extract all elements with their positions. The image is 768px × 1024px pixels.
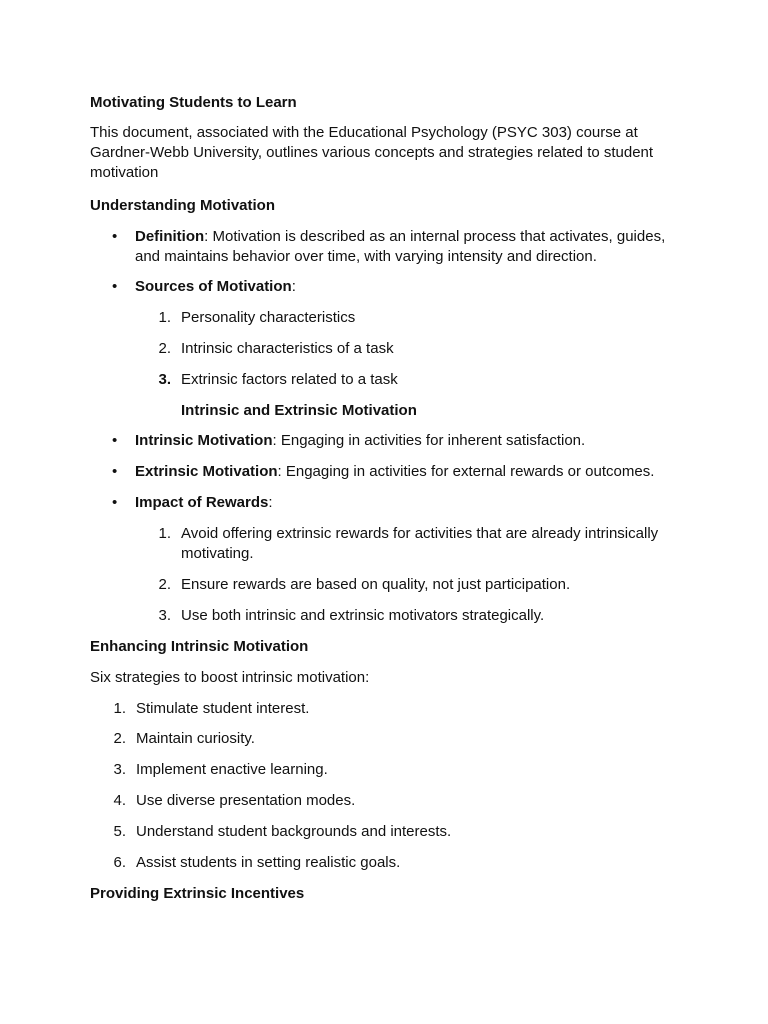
list-item (0, 370, 560, 390)
intrinsic-label: Intrinsic Motivation (135, 432, 273, 449)
list-item (0, 606, 560, 626)
sources-label: Sources of Motivation (135, 278, 292, 295)
list-number: 1. (113, 700, 126, 717)
bullet-sources-text (135, 277, 680, 297)
heading-intrinsic-extrinsic: Intrinsic and Extrinsic Motivation (181, 402, 417, 419)
list-item (0, 699, 560, 719)
list-item-text: Assist students in setting realistic goals. (136, 854, 401, 871)
list-item (0, 822, 560, 842)
bullet-rewards-text (135, 493, 680, 513)
list-item-text: Use diverse presentation modes. (136, 792, 356, 809)
list-item-text: Implement enactive learning. (136, 761, 328, 778)
list-item-text: Avoid offering extrinsic rewards for activities that are already intrinsically motivating. (181, 525, 659, 562)
list-number: 5. (113, 823, 126, 840)
list-item-text: Use both intrinsic and extrinsic motivators strategically. (181, 607, 545, 624)
list-number: 3. (158, 607, 171, 624)
list-item-text: Intrinsic characteristics of a task (181, 340, 394, 357)
bullet-marker: • (112, 494, 118, 511)
bullet-marker: • (112, 432, 118, 449)
rewards-label: Impact of Rewards (135, 494, 269, 511)
definition-text: : Motivation is described as an internal process that activates, guides, and maintains behavior over time, with varying intensity and direction. (135, 228, 666, 265)
bullet-definition-text (135, 227, 680, 267)
list-number: 1. (158, 525, 171, 542)
list-item (0, 308, 560, 328)
list-item-text: Ensure rewards are based on quality, not just participation. (181, 576, 571, 593)
list-item (0, 760, 560, 780)
list-item-text: Stimulate student interest. (136, 700, 310, 717)
bullet-marker: • (112, 463, 118, 480)
list-number: 3. (158, 371, 171, 388)
list-number: 2. (113, 730, 126, 747)
list-item-text: Maintain curiosity. (136, 730, 255, 747)
list-item-text: Extrinsic factors related to a task (181, 371, 398, 388)
sources-colon: : (291, 278, 296, 295)
bullet-marker: • (112, 278, 118, 295)
strategies-lead: Six strategies to boost intrinsic motivation: (90, 669, 370, 686)
list-item (0, 853, 560, 873)
document-title: Motivating Students to Learn (90, 94, 297, 111)
list-item (0, 339, 560, 359)
list-number: 2. (158, 576, 171, 593)
list-number: 4. (113, 792, 126, 809)
list-number: 6. (113, 854, 126, 871)
definition-label: Definition (135, 228, 205, 245)
extrinsic-label: Extrinsic Motivation (135, 463, 278, 480)
heading-providing-extrinsic: Providing Extrinsic Incentives (90, 885, 305, 902)
list-item (0, 791, 560, 811)
bullet-extrinsic-text (135, 462, 680, 482)
intrinsic-text: : Engaging in activities for inherent satisfaction. (272, 432, 586, 449)
extrinsic-text: : Engaging in activities for external rewards or outcomes. (277, 463, 655, 480)
heading-understanding-motivation: Understanding Motivation (90, 197, 275, 214)
list-number: 3. (113, 761, 126, 778)
list-item (0, 729, 560, 749)
list-number: 2. (158, 340, 171, 357)
intro-paragraph: This document, associated with the Educational Psychology (PSYC 303) course at Gardner-Webb University, outlines various concepts and strategies related to student motivation (90, 124, 654, 181)
list-number: 1. (158, 309, 171, 326)
list-item-text: Understand student backgrounds and interests. (136, 823, 452, 840)
list-item (0, 575, 571, 595)
heading-enhancing-intrinsic: Enhancing Intrinsic Motivation (90, 638, 309, 655)
list-item-text: Personality characteristics (181, 309, 356, 326)
rewards-colon: : (268, 494, 273, 511)
bullet-marker: • (112, 228, 118, 245)
bullet-intrinsic-text (135, 431, 680, 451)
list-item (0, 524, 659, 564)
